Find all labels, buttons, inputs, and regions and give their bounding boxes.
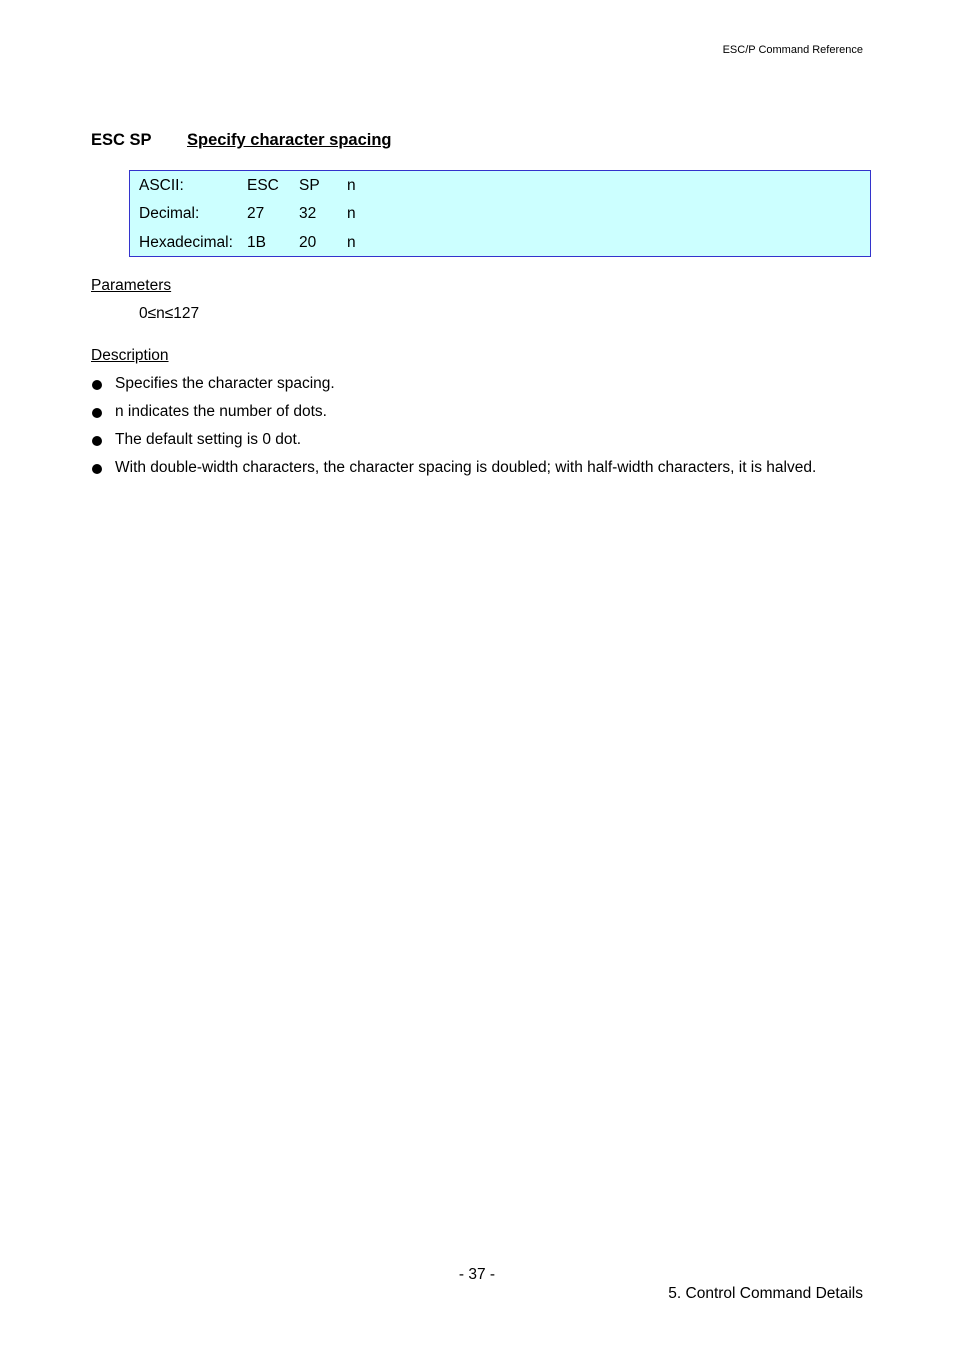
code-byte-1: ESC [247,177,279,194]
code-byte-1: 27 [247,205,265,222]
code-byte-3: n [347,205,356,222]
list-item-text: Specifies the character spacing. [115,375,335,392]
code-label: ASCII: [139,177,184,194]
bullet-icon [92,436,102,446]
bullet-icon [92,408,102,418]
list-item-text: With double-width characters, the character spacing is doubled; with half-width characters, it is halved. [115,459,817,476]
running-header: ESC/P Command Reference [722,44,863,56]
list-item-text: n indicates the number of dots. [115,403,327,420]
footer-chapter: 5. Control Command Details [668,1285,863,1302]
section-heading [91,131,392,150]
code-label: Hexadecimal: [139,234,233,251]
command-name: ESC SP [91,131,152,149]
code-byte-1: 1B [247,234,266,251]
code-byte-2: 20 [299,234,317,251]
bullet-icon [92,464,102,474]
parameter-range: 0≤n≤127 [139,305,200,322]
code-byte-3: n [347,177,356,194]
code-byte-3: n [347,234,356,251]
code-label: Decimal: [139,205,200,222]
code-byte-2: SP [299,177,320,194]
bullet-icon [92,380,102,390]
page-number: - 37 - [458,1266,496,1283]
list-item-text: The default setting is 0 dot. [115,431,302,448]
code-byte-2: 32 [299,205,317,222]
parameters-heading: Parameters [91,277,172,294]
command-title: Specify character spacing [187,131,392,149]
description-heading: Description [91,347,169,364]
command-code-box [129,170,871,257]
